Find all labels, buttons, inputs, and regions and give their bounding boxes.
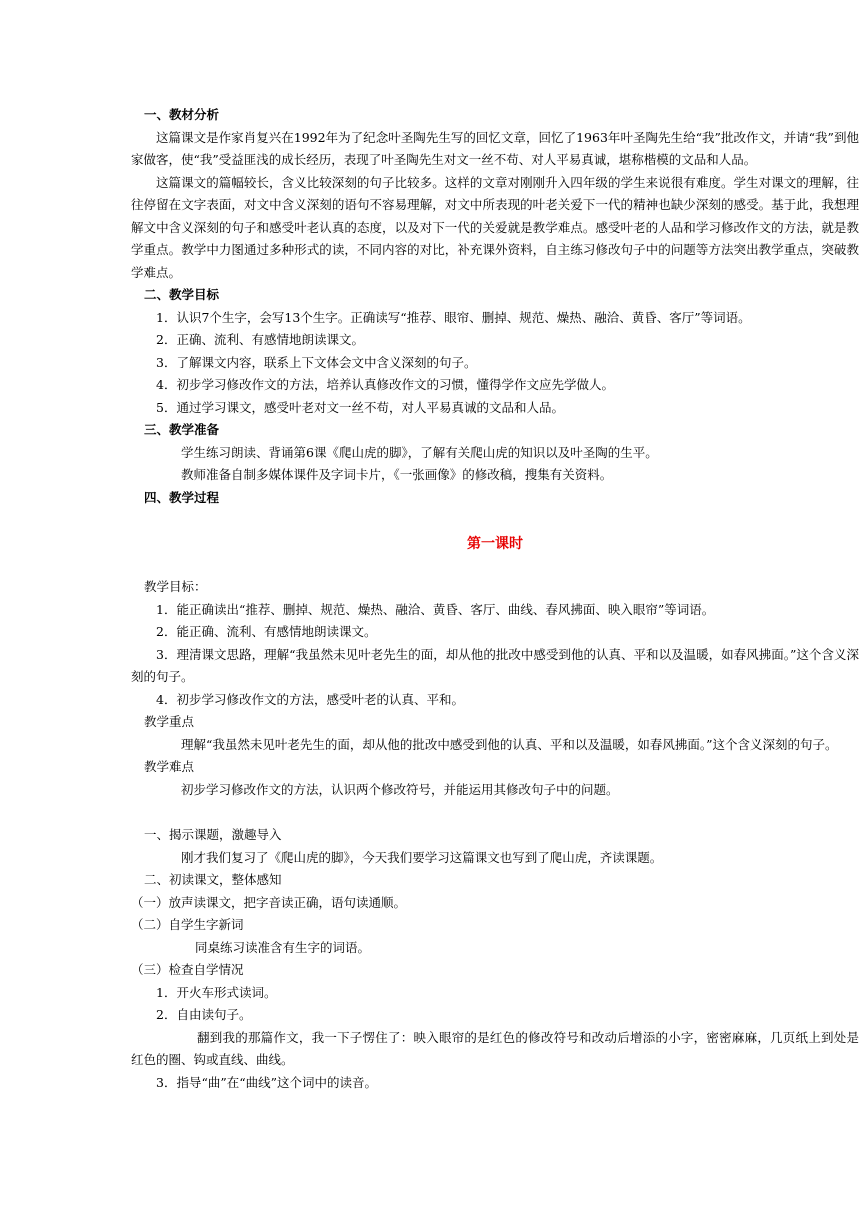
heading-teaching-prep: 三、教学准备 (144, 422, 220, 437)
check-sentence: 翻到我的那篇作文，我一下子愣住了：映入眼帘的是红色的修改符号和改动后增添的小字，密密麻麻，几页纸上到处是红色的圈、钩或直线、曲线。 (131, 1029, 859, 1067)
lesson-goal-item: 3．理清课文思路，理解“我虽然未见叶老先生的面，却从他的批改中感受到他的认真、平和以及温暖，如春风拂面。”这个含义深刻的句子。 (131, 646, 859, 684)
step-two-heading: 二、初读课文，整体感知 (144, 872, 282, 887)
lesson-goal-item: 2．能正确、流利、有感情地朗读课文。 (156, 624, 377, 639)
step-one-heading: 一、揭示课题，激趣导入 (144, 827, 282, 842)
check-item: 2．自由读句子。 (156, 1007, 252, 1022)
heading-teaching-goals: 二、教学目标 (144, 287, 220, 302)
check-item: 3．指导“曲”在“曲线”这个词中的读音。 (156, 1074, 378, 1090)
paragraph-intro: 这篇课文是作家肖复兴在1992年为了纪念叶圣陶先生写的回忆文章，回忆了1963年叶圣陶先生给“我”批改作文，并请“我”到他家做客，使“我”受益匪浅的成长经历，表现了叶圣陶先生对文一丝不苟、对人平易真诚，堪称楷模的文品和人品。 (131, 129, 859, 167)
check-item: 1．开火车形式读词。 (156, 984, 277, 1000)
substep-read-aloud: （一）放声读课文，把字音读正确，语句读通顺。 (131, 894, 407, 910)
goal-item: 1．认识7个生字，会写13个生字。正确读写“推荐、眼帘、删掉、规范、燥热、融洽、黄昏、客厅”等词语。 (156, 309, 751, 325)
process-body (131, 824, 859, 1094)
step-one-text: 刚才我们复习了《爬山虎的脚》，今天我们要学习这篇课文也写到了爬山虎，齐读课题。 (181, 849, 663, 865)
goal-item: 4．初步学习修改作文的方法，培养认真修改作文的习惯，懂得学作文应先学做人。 (156, 377, 614, 392)
document-body (131, 104, 859, 509)
prep-student: 学生练习朗读、背诵第6课《爬山虎的脚》，了解有关爬山虎的知识以及叶圣陶的生平。 (181, 444, 658, 460)
paragraph-analysis: 这篇课文的篇幅较长，含义比较深刻的句子比较多。这样的文章对刚刚升入四年级的学生来说很有难度。学生对课文的理解，往往停留在文字表面，对文中含义深刻的语句不容易理解，对文中所表现的叶老关爱下一代的精神也缺少深刻的感受。基于此，我想理解文中含义深刻的句子和感受叶老认真的态度，以及对下一代的关爱就是教学难点。感受叶老的人品和学习修改作文的方法，就是教学重点。教学中力图通过多种形式的读，不同内容的对比，补充课外资料，自主练习修改句子中的问题等方法突出教学重点，突破教学难点。 (131, 174, 859, 280)
lesson-body (131, 576, 859, 801)
lesson-title: 第一课时 (467, 536, 523, 552)
substep-self-study: （二）自学生字新词 (131, 917, 244, 932)
lesson-goal-item: 4．初步学习修改作文的方法，感受叶老的认真、平和。 (156, 691, 464, 707)
heading-material-analysis: 一、教材分析 (144, 107, 220, 122)
substep-check: （三）检查自学情况 (131, 962, 244, 977)
key-point-label: 教学重点 (144, 714, 195, 729)
heading-teaching-process: 四、教学过程 (144, 489, 220, 505)
goal-item: 3．了解课文内容，联系上下文体会文中含义深刻的句子。 (156, 354, 477, 370)
goal-item: 5．通过学习课文，感受叶老对文一丝不苟，对人平易真诚的文品和人品。 (156, 399, 564, 415)
key-point-text: 理解“我虽然未见叶老先生的面，却从他的批改中感受到他的认真、平和以及温暖，如春风拂面。”这个含义深刻的句子。 (181, 736, 838, 752)
lesson-goals-label: 教学目标： (144, 579, 207, 594)
goal-item: 2．正确、流利、有感情地朗读课文。 (156, 332, 364, 347)
prep-teacher: 教师准备自制多媒体课件及字词卡片，《一张画像》的修改稿，搜集有关资料。 (181, 467, 613, 482)
lesson-goal-item: 1．能正确读出“推荐、删掉、规范、燥热、融洽、黄昏、客厅、曲线、春风拂面、映入眼帘”等词语。 (156, 601, 715, 617)
difficulty-label: 教学难点 (144, 759, 195, 774)
lesson-section (131, 533, 859, 556)
difficulty-text: 初步学习修改作文的方法，认识两个修改符号，并能运用其修改句子中的问题。 (181, 781, 619, 797)
substep-self-study-text: 同桌练习读准含有生字的词语。 (195, 939, 371, 955)
